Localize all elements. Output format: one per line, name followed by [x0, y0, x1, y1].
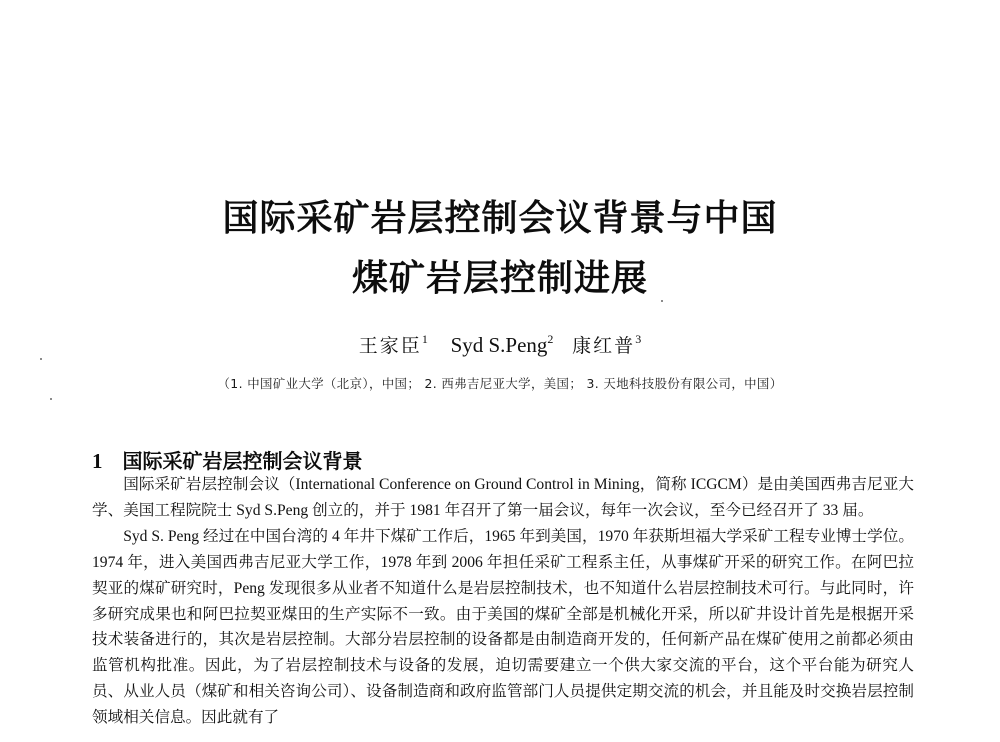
scan-speck — [661, 300, 663, 302]
scan-speck — [50, 398, 52, 400]
paragraph-2: Syd S. Peng 经过在中国台湾的 4 年井下煤矿工作后，1965 年到美国，1970 年获斯坦福大学采矿工程专业博士学位。1974 年，进入美国西弗吉尼亚大学工作，1978 年到 2006 年担任采矿工程系主任，从事煤矿开采的研究工作。在阿巴拉契亚的煤矿研究时，Peng 发现很多从业者不知道什么是岩层控制技术，也不知道什么岩层控制技术可行。与此同时，许多研究成果也和阿巴拉契亚煤田的生产实际不一致。由于美国的煤矿全部是机械化开采，所以矿井设计首先是根据开采技术装备进行的，其次是岩层控制。大部分岩层控制的设备都是由制造商开发的，任何新产品在煤矿使用之前都必须由监管机构批准。因此，为了岩层控制技术与设备的发展，迫切需要建立一个供大家交流的平台，这个平台能为研究人员、从业人员（煤矿和相关咨询公司）、设备制造商和政府监管部门人员提供定期交流的机会，并且能及时交换岩层控制领域相关信息。因此就有了 — [92, 527, 914, 727]
section-title: 国际采矿岩层控制会议背景 — [122, 448, 363, 473]
author-1-name: 王家臣 — [358, 335, 422, 357]
section-heading — [92, 445, 363, 474]
paper-title-line-1: 国际采矿岩层控制会议背景与中国 — [222, 197, 778, 239]
author-1-affiliation-mark: 1 — [421, 332, 428, 346]
author-list — [0, 331, 1000, 358]
scan-speck — [40, 358, 42, 360]
paragraph-1: 国际采矿岩层控制会议（International Conference on Ground Control in Mining，简称 ICGCM）是由美国西弗吉尼亚大学、美国工程院院士 Syd S.Peng 创立的，并于 1981 年召开了第一届会议，每年一次会议，至今已经召开了 33 届。 — [92, 476, 914, 519]
paper-title-line-2: 煤矿岩层控制进展 — [351, 257, 648, 299]
affiliations: （1. 中国矿业大学（北京），中国； 2. 西弗吉尼亚大学，美国； 3. 天地科技股份有限公司，中国） — [217, 376, 783, 391]
author-2-affiliation-mark: 2 — [547, 332, 554, 346]
section-number: 1 — [92, 448, 103, 473]
author-3-affiliation-mark: 3 — [635, 332, 642, 346]
author-2-name: Syd S.Peng — [450, 333, 548, 357]
body-text — [92, 472, 914, 731]
author-3-name: 康红普 — [572, 335, 636, 357]
